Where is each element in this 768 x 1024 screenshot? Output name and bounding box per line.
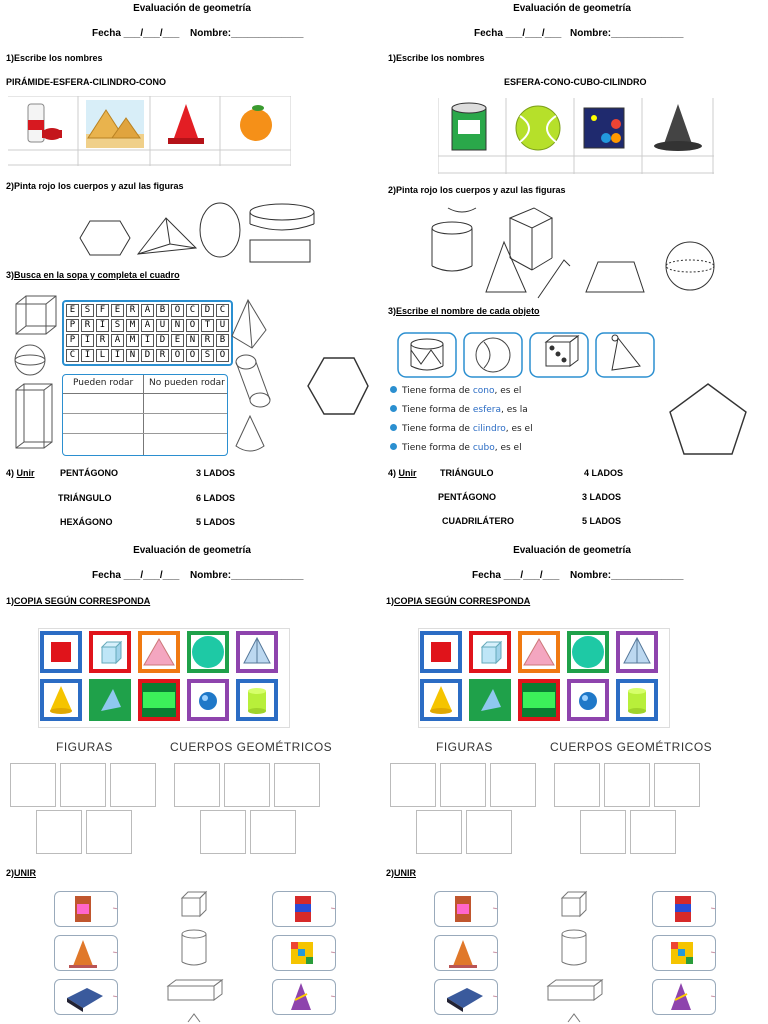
ws4-unir-right-2[interactable] (652, 979, 716, 1015)
ws1-q4-num: 4) (6, 468, 17, 478)
juice-box-icon (435, 892, 497, 926)
party-hat-icon (612, 335, 640, 370)
dice-icon (546, 336, 578, 366)
ws2-shapes-drawing (428, 204, 718, 304)
ws2-q4-text: Unir (398, 468, 417, 478)
ws1-q3-text: Busca en la sopa y completa el cuadro (14, 270, 180, 280)
ws2-right-1[interactable]: 3 LADOS (582, 492, 622, 502)
orange-icon (240, 105, 272, 141)
juice-box-icon (55, 892, 117, 926)
ws2-left-0[interactable]: TRIÁNGULO (440, 468, 494, 478)
pink-triangle-icon (522, 635, 556, 669)
ws4-unir-left-0[interactable] (434, 891, 498, 927)
drum-icon (411, 339, 443, 370)
ws3-answer-box[interactable] (250, 810, 296, 854)
ws3-tile-blue-sphere[interactable] (187, 679, 229, 721)
witch-hat-icon (654, 104, 702, 151)
sphere-shape (666, 242, 714, 290)
blue-triangle-icon (473, 683, 507, 717)
can-icon (273, 892, 335, 926)
ws3-unir-right-0[interactable] (272, 891, 336, 927)
toy-cube-icon (584, 108, 624, 148)
ws2-nombre[interactable]: Nombre:_____________ (570, 28, 684, 39)
cone-shape (236, 416, 264, 451)
cube-outline-icon (562, 892, 586, 916)
soup-letter[interactable]: M (126, 334, 139, 347)
ws4-title: Evaluación de geometría (513, 545, 631, 556)
ws1-title: Evaluación de geometría (133, 3, 251, 14)
ws4-answer-box[interactable] (390, 763, 436, 807)
party-hat-icon (273, 980, 335, 1014)
soup-letter[interactable]: N (126, 349, 139, 362)
soup-letter[interactable]: L (96, 349, 109, 362)
ws4-figuras-heading: FIGURAS (436, 740, 493, 754)
ws3-unir-right-2[interactable] (272, 979, 336, 1015)
ws4-unir-right-1[interactable] (652, 935, 716, 971)
soup-row (66, 334, 229, 347)
soup-letter[interactable]: S (81, 304, 94, 317)
ws2-line-1: Tiene forma de esfera, es la (390, 405, 528, 415)
pyramid-shape (232, 300, 266, 348)
ws4-nombre[interactable]: Nombre:_____________ (570, 570, 684, 581)
traffic-cone-icon (168, 104, 204, 144)
soup-letter[interactable]: E (66, 304, 79, 317)
eraser-box-icon (435, 980, 497, 1014)
ws3-answer-box[interactable] (36, 810, 82, 854)
ws4-q1: 1)COPIA SEGÚN CORRESPONDA (386, 596, 531, 606)
triangle-shape (486, 242, 526, 292)
ws2-object-boxes (396, 330, 658, 382)
cylinder-shape (432, 222, 472, 271)
ws3-unir-solids (160, 888, 226, 1024)
worksheet-4 (380, 540, 764, 1024)
ws1-fecha[interactable]: Fecha ___/___/___ (92, 28, 180, 39)
soup-letter[interactable]: D (141, 349, 154, 362)
arc-shape (448, 208, 476, 212)
pentagon-shape (664, 380, 754, 460)
ws3-answer-box[interactable] (60, 763, 106, 807)
soup-letter[interactable]: S (111, 319, 124, 332)
soup-letter[interactable]: A (111, 334, 124, 347)
soup-letter[interactable]: U (156, 319, 169, 332)
ws3-title: Evaluación de geometría (133, 545, 251, 556)
party-hat-icon (653, 980, 715, 1014)
ws4-answer-box[interactable] (554, 763, 600, 807)
ws1-q1: 1)Escribe los nombres (6, 53, 103, 63)
rodar-table (62, 374, 228, 456)
ws1-q4-text: Unir (16, 468, 35, 478)
ws1-picture-grid-art (8, 96, 291, 166)
prism-outline-icon (168, 980, 222, 1000)
worksheet-3 (0, 540, 384, 1024)
ws2-title: Evaluación de geometría (513, 3, 631, 14)
ws3-figuras-heading: FIGURAS (56, 740, 113, 754)
soup-letter[interactable]: R (81, 319, 94, 332)
soup-letter[interactable]: M (126, 319, 139, 332)
ws4-cuerpos-heading: CUERPOS GEOMÉTRICOS (550, 740, 713, 754)
yellow-cone-icon (44, 683, 78, 717)
prism-shape (16, 384, 52, 448)
ws1-right-0[interactable]: 3 LADOS (196, 468, 236, 478)
soup-letter[interactable]: A (141, 319, 154, 332)
soup-letter[interactable]: I (81, 334, 94, 347)
ws4-tile-cube[interactable] (469, 631, 511, 673)
soup-letter[interactable]: D (156, 334, 169, 347)
ws3-answer-box[interactable] (200, 810, 246, 854)
soup-letter[interactable]: C (66, 349, 79, 362)
soup-letter[interactable]: T (201, 319, 214, 332)
green-cylinder-icon (240, 683, 274, 717)
soup-letter[interactable]: C (216, 304, 229, 317)
ws4-unir-left-2[interactable] (434, 979, 498, 1015)
ws3-tile-green-rectangle[interactable] (138, 679, 180, 721)
green-rectangle-icon (522, 683, 556, 717)
ws4-answer-box[interactable] (580, 810, 626, 854)
cone-icon (55, 936, 117, 970)
blue-triangle-icon (93, 683, 127, 717)
ws3-answer-box[interactable] (224, 763, 270, 807)
soup-letter[interactable]: B (216, 334, 229, 347)
soup-letter[interactable]: I (96, 319, 109, 332)
cone-icon (435, 936, 497, 970)
soup-letter[interactable]: O (216, 349, 229, 362)
ws4-tile-blue-sphere[interactable] (567, 679, 609, 721)
soup-letter[interactable]: R (156, 349, 169, 362)
soup-letter[interactable]: N (171, 319, 184, 332)
ws3-q1: 1)COPIA SEGÚN CORRESPONDA (6, 596, 151, 606)
ws1-q1-words: PIRÁMIDE-ESFERA-CILINDRO-CONO (6, 77, 166, 87)
ws3-unir-left-2[interactable] (54, 979, 118, 1015)
ws4-tile-pink-triangle[interactable] (518, 631, 560, 673)
hexagon-shape (80, 221, 130, 255)
soup-letter[interactable]: B (156, 304, 169, 317)
yellow-cone-icon (424, 683, 458, 717)
soup-letter[interactable]: I (81, 349, 94, 362)
worksheet-2 (384, 0, 768, 540)
ws3-tile-yellow-cone[interactable] (40, 679, 82, 721)
soup-letter[interactable]: R (201, 334, 214, 347)
ws3-q2: 2)UNIR (6, 868, 37, 878)
pyramid-tip-icon (568, 1014, 580, 1022)
ws4-tile-green-rectangle[interactable] (518, 679, 560, 721)
ws3-tile-pink-triangle[interactable] (138, 631, 180, 673)
ws3-cuerpos-heading: CUERPOS GEOMÉTRICOS (170, 740, 333, 754)
ball-icon (476, 338, 510, 372)
pyramid-icon (240, 635, 274, 669)
ws1-left-solids (10, 290, 62, 460)
ws4-tile-blue-triangle[interactable] (469, 679, 511, 721)
tilted-cylinder-shape (236, 355, 270, 407)
soup-row (66, 319, 229, 332)
rubik-cube-icon (273, 936, 335, 970)
ws2-line-2: Tiene forma de cilindro, es el (390, 424, 533, 434)
ws4-answer-box[interactable] (654, 763, 700, 807)
ws4-answer-box[interactable] (490, 763, 536, 807)
ws2-q3-num: 3) (388, 306, 397, 316)
large-hexagon-shape (308, 358, 368, 414)
trapezoid-shape (586, 262, 644, 292)
ws3-answer-box[interactable] (10, 763, 56, 807)
ws3-answer-box[interactable] (274, 763, 320, 807)
ws3-answer-box[interactable] (86, 810, 132, 854)
ws3-answer-box[interactable] (174, 763, 220, 807)
col-pueden-rodar: Pueden rodar (73, 378, 134, 388)
soup-letter[interactable]: O (186, 349, 199, 362)
ws3-fecha[interactable]: Fecha ___/___/___ (92, 570, 180, 581)
pyramids-icon (86, 100, 144, 148)
ws3-unir-right-1[interactable] (272, 935, 336, 971)
ws3-answer-box[interactable] (110, 763, 156, 807)
cylinder-outline-icon (562, 930, 586, 965)
ws4-fecha[interactable]: Fecha ___/___/___ (472, 570, 560, 581)
tennis-ball-icon (516, 106, 560, 150)
ws2-left-2[interactable]: CUADRILÁTERO (442, 516, 514, 526)
green-rectangle-icon (142, 683, 176, 717)
soup-letter[interactable]: D (201, 304, 214, 317)
soup-letter[interactable]: U (216, 319, 229, 332)
ws3-tile-green-cylinder[interactable] (236, 679, 278, 721)
ws3-tile-cube[interactable] (89, 631, 131, 673)
paint-can-icon (452, 103, 486, 150)
ws2-picture-grid-art (438, 98, 714, 174)
ws4-answer-box[interactable] (604, 763, 650, 807)
ws4-tile-green-cylinder[interactable] (616, 679, 658, 721)
rubik-cube-icon (653, 936, 715, 970)
ws1-left-0[interactable]: PENTÁGONO (60, 468, 119, 478)
ws2-q3 (388, 306, 540, 316)
ws1-left-2[interactable]: HEXÁGONO (60, 517, 113, 527)
ws1-right-solids (228, 296, 378, 461)
ws1-left-1[interactable]: TRIÁNGULO (58, 493, 112, 503)
word-soup-grid (62, 300, 233, 366)
ws2-right-2[interactable]: 5 LADOS (582, 516, 622, 526)
ws3-nombre[interactable]: Nombre:_____________ (190, 570, 304, 581)
ws4-q2: 2)UNIR (386, 868, 417, 878)
red-square-icon (424, 635, 458, 669)
ws4-tile-pyramid[interactable] (616, 631, 658, 673)
ws2-line-3: Tiene forma de cubo, es el (390, 443, 522, 453)
ws4-answer-box[interactable] (440, 763, 486, 807)
soup-letter[interactable]: P (66, 334, 79, 347)
teal-circle-icon (571, 635, 605, 669)
ws3-tile-teal-circle[interactable] (187, 631, 229, 673)
ws1-nombre[interactable]: Nombre:_____________ (190, 28, 304, 39)
cylinder-outline-icon (182, 930, 206, 965)
soup-letter[interactable]: R (126, 304, 139, 317)
ws2-line-0: Tiene forma de cono, es el (390, 386, 521, 396)
ws4-answer-box[interactable] (630, 810, 676, 854)
ws3-unir-left-1[interactable] (54, 935, 118, 971)
ws4-tile-yellow-cone[interactable] (420, 679, 462, 721)
angle-lines-shape (538, 260, 570, 298)
soup-letter[interactable]: I (111, 349, 124, 362)
oval-shape (200, 203, 240, 257)
ws1-shapes-drawing (70, 198, 320, 263)
soup-letter[interactable]: N (186, 334, 199, 347)
soup-letter[interactable]: A (141, 304, 154, 317)
can-icon (653, 892, 715, 926)
ws4-tile-red-square[interactable] (420, 631, 462, 673)
col-no-pueden-rodar: No pueden rodar (149, 378, 225, 388)
ws4-unir-right-0[interactable] (652, 891, 716, 927)
ws1-right-2[interactable]: 5 LADOS (196, 517, 236, 527)
blue-sphere-icon (191, 683, 225, 717)
ws3-tile-blue-triangle[interactable] (89, 679, 131, 721)
soup-letter[interactable]: O (171, 349, 184, 362)
ws2-fecha[interactable]: Fecha ___/___/___ (474, 28, 562, 39)
ws2-left-1[interactable]: PENTÁGONO (438, 492, 497, 502)
soup-row (66, 349, 229, 362)
ws3-tile-pyramid[interactable] (236, 631, 278, 673)
soup-letter[interactable]: C (186, 304, 199, 317)
soup-row (66, 304, 229, 317)
ws4-answer-box[interactable] (416, 810, 462, 854)
cube-shape (16, 296, 56, 334)
worksheet-1 (0, 0, 384, 540)
cube-outline-icon (182, 892, 206, 916)
ws1-q3-num: 3) (6, 270, 15, 280)
eraser-box-icon (55, 980, 117, 1014)
ws4-unir-solids (540, 888, 606, 1024)
cube-icon (93, 635, 127, 669)
ws2-q4 (388, 468, 417, 478)
soup-letter[interactable]: O (171, 304, 184, 317)
pyramid-icon (620, 635, 654, 669)
soup-letter[interactable]: F (96, 304, 109, 317)
ws4-answer-box[interactable] (466, 810, 512, 854)
soup-letter[interactable]: E (171, 334, 184, 347)
triangular-prism-shape (510, 208, 552, 270)
ws3-tile-red-square[interactable] (40, 631, 82, 673)
triangular-prism-shape (138, 218, 196, 254)
soup-letter[interactable]: O (186, 319, 199, 332)
ws2-q4-num: 4) (388, 468, 399, 478)
red-square-icon (44, 635, 78, 669)
ws2-q1-words: ESFERA-CONO-CUBO-CILINDRO (504, 77, 647, 87)
soup-letter[interactable]: R (96, 334, 109, 347)
ws4-tile-teal-circle[interactable] (567, 631, 609, 673)
sphere-shape (15, 345, 45, 375)
glue-stick-icon (28, 104, 62, 142)
soup-letter[interactable]: S (201, 349, 214, 362)
ws2-right-0[interactable]: 4 LADOS (584, 468, 624, 478)
blue-sphere-icon (571, 683, 605, 717)
prism-outline-icon (548, 980, 602, 1000)
soup-letter[interactable]: I (141, 334, 154, 347)
pink-triangle-icon (142, 635, 176, 669)
cylinder-shape (250, 204, 314, 262)
ws1-q4 (6, 468, 35, 478)
ws2-picture-grid (438, 98, 714, 174)
ws1-q2: 2)Pinta rojo los cuerpos y azul las figuras (6, 181, 184, 191)
ws1-q3 (6, 270, 180, 280)
soup-letter[interactable]: E (111, 304, 124, 317)
ws3-unir-left-0[interactable] (54, 891, 118, 927)
green-cylinder-icon (620, 683, 654, 717)
ws2-q1: 1)Escribe los nombres (388, 53, 485, 63)
ws2-q3-text: Escribe el nombre de cada objeto (396, 306, 540, 316)
pyramid-tip-icon (188, 1014, 200, 1022)
teal-circle-icon (191, 635, 225, 669)
soup-letter[interactable]: P (66, 319, 79, 332)
cube-icon (473, 635, 507, 669)
ws2-q2: 2)Pinta rojo los cuerpos y azul las figuras (388, 185, 566, 195)
ws4-unir-left-1[interactable] (434, 935, 498, 971)
ws1-picture-grid (8, 96, 291, 166)
ws1-right-1[interactable]: 6 LADOS (196, 493, 236, 503)
